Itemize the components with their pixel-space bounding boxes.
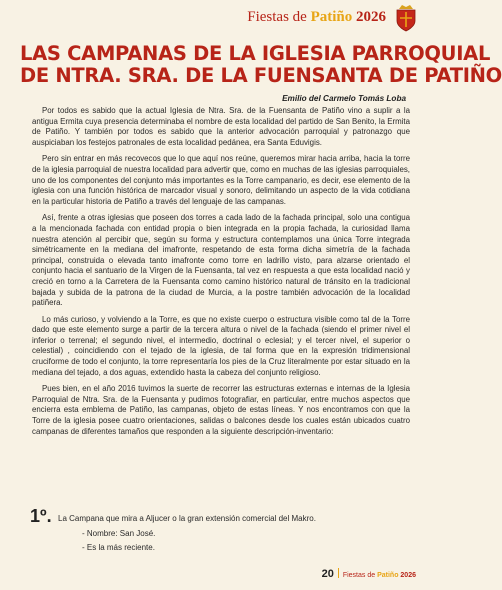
list-item-text: La Campana que mira a Aljucer o la gran extensión comercial del Makro.: [58, 514, 316, 523]
list-sub-recent: - Es la más reciente.: [82, 543, 155, 552]
title-line-1: LAS CAMPANAS DE LA IGLESIA PARROQUIAL: [20, 42, 491, 65]
page-header: [0, 0, 438, 36]
coat-of-arms-icon: [394, 3, 418, 33]
footer-brand-fiestas: Fiestas de: [342, 572, 378, 579]
title-line-2: DE NTRA. SRA. DE LA FUENSANTA DE PATIÑO: [20, 64, 502, 87]
publication-brand: [247, 9, 386, 26]
brand-text-patino: Patiño: [310, 9, 353, 25]
paragraph-3: Así, frente a otras iglesias que poseen dos torres a cada lado de la fachada principal, solo una contigua a la mencionada fachada con entidad propia o bien integrada en la propia fachada, la curiosidad llama nuestra atención al percibir que, según su forma y estructura contemplamos una única Torre integrada simétricamente en la mediana del imafronte, respetando de esta forma dicha simetría de la fachada principal, construida o elevada tanto imafronte como torre en ladrillo visto, para alzarse orientado el conjunto hacia el santuario de la Virgen de la Fuensanta, tal vez en respuesta a que esta localidad nació y creció en torno a la Carretera de la Fuensanta como camino histórico natural de tránsito en la tradicional bajada y subida de la patrona de la ciudad de Murcia, a la postre también advocación de la localidad patiñera.: [32, 213, 410, 308]
page-number: 20: [321, 568, 334, 580]
footer-brand-year: 2026: [398, 572, 416, 579]
article-body: [32, 106, 410, 443]
list-sub-name: - Nombre: San José.: [82, 529, 156, 538]
brand-text-year: 2026: [352, 9, 386, 25]
article-author: Emilio del Carmelo Tomás Loba: [282, 94, 406, 103]
article-title: [20, 42, 502, 87]
footer-divider: [338, 568, 339, 578]
brand-text-fiestas: Fiestas de: [247, 9, 311, 25]
paragraph-4: Lo más curioso, y volviendo a la Torre, es que no existe cuerpo o estructura visible como tal de la Torre dado que este elemento surge a partir de la tercera altura o nivel de la fachada (siendo el primer nivel el inferior o terrenal; el segundo nivel, el intermedio, doctrinal o eclesial; y el tercer nivel, el superior o celestial) , coincidiendo con el tejado de la iglesia, de tal forma que en la expresión tridimensional cruciforme de todo el conjunto, la torre representaría los pies de la Cruz literalmente por estar situado en la mediana del tejado, a dos aguas, extendido hasta la cabeza del conjunto religioso.: [32, 314, 410, 377]
paragraph-2: Pero sin entrar en más recovecos que lo que aquí nos reúne, queremos mirar hacia arriba, hacia la torre de la iglesia parroquial de nuestra localidad para advertir que, como en muchas de las iglesias parroquiales, uno de los componentes del conjunto más importantes es la Torre campanario, es decir, ese elemento de la iglesia con una función histórica de marcador visual y sonoro, delimitando un aspecto de la vida cotidiana en la particular historia de Patiño a través del lenguaje de las campanas.: [32, 154, 410, 206]
footer-brand-patino: Patiño: [377, 572, 399, 579]
paragraph-1: Por todos es sabido que la actual Iglesia de Ntra. Sra. de la Fuensanta de Patiño vino a suplir a la antigua Ermita cuya presencia determinaba el nombre de esta localidad del partido de San Benito, la Ermita de Patiño. Y también por todos es sabido que la anterior advocación parroquial y patronazgo que auspiciaban los festejos patronales de esta localidad pedánea, era Santa Eduvigis.: [32, 106, 410, 147]
list-number: 1º.: [30, 506, 52, 526]
paragraph-5: Pues bien, en el año 2016 tuvimos la suerte de recorrer las estructuras externas e internas de la Iglesia Parroquial de Ntra. Sra. de la Fuensanta y pudimos fotografiar, en particular, entre muchos aspectos que encierra esta emblema de Patiño, las campanas, objeto de estas líneas. Y nos encontramos con que la Torre de la iglesia posee cuatro orientaciones, salidas o balcones desde los cuales están ubicados cuatro campanas de diferentes tamaños que responden a la siguiente descripción-inventario:: [32, 384, 410, 436]
page-footer: [322, 568, 416, 580]
